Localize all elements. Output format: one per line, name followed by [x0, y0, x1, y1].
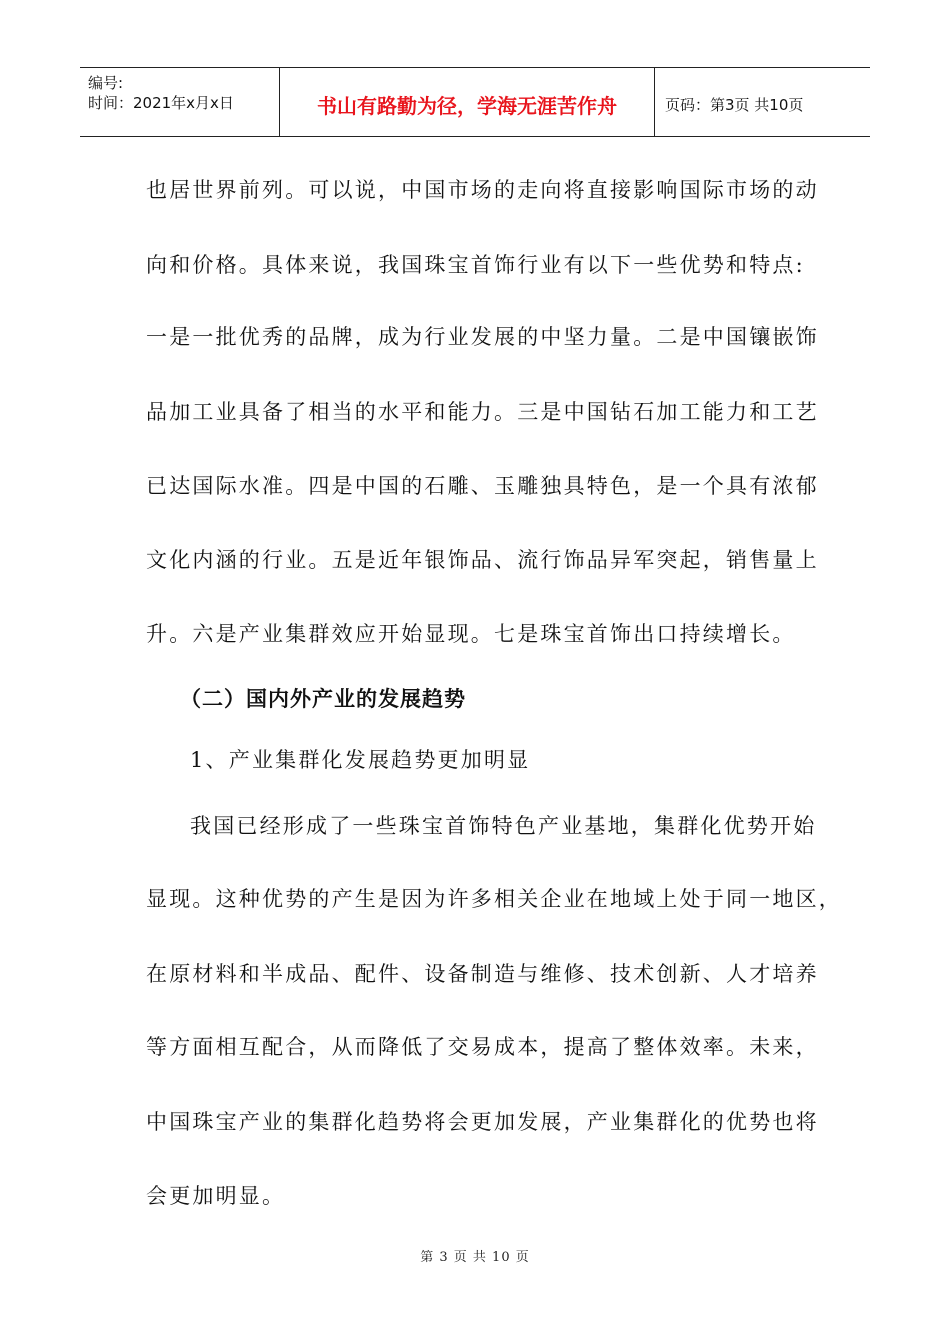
body-line: 我国已经形成了一些珠宝首饰特色产业基地，集群化优势开始	[190, 814, 817, 838]
body-line: 显现。这种优势的产生是因为许多相关企业在地域上处于同一地区，	[146, 887, 842, 911]
header-motto: 书山有路勤为径，学海无涯苦作舟	[280, 68, 655, 136]
body-line: 会更加明显。	[146, 1184, 286, 1208]
body-line: 升。六是产业集群效应开始显现。七是珠宝首饰出口持续增长。	[146, 622, 796, 646]
page-footer: 第 3 页 共 10 页	[420, 1250, 530, 1265]
body-line: 已达国际水准。四是中国的石雕、玉雕独具特色，是一个具有浓郁	[146, 474, 819, 498]
subsection-heading: 1、产业集群化发展趋势更加明显	[190, 748, 531, 772]
section-heading: （二）国内外产业的发展趋势	[180, 687, 466, 711]
document-number-label: 编号:	[88, 74, 124, 92]
body-line: 中国珠宝产业的集群化趋势将会更加发展，产业集群化的优势也将	[146, 1110, 819, 1134]
body-line: 也居世界前列。可以说，中国市场的走向将直接影响国际市场的动	[146, 178, 819, 202]
header-meta	[80, 68, 280, 136]
body-line: 向和价格。具体来说，我国珠宝首饰行业有以下一些优势和特点:	[146, 253, 805, 277]
body-line: 文化内涵的行业。五是近年银饰品、流行饰品异军突起，销售量上	[146, 548, 819, 572]
body-line: 在原材料和半成品、配件、设备制造与维修、技术创新、人才培养	[146, 962, 819, 986]
body-line: 品加工业具备了相当的水平和能力。三是中国钻石加工能力和工艺	[146, 400, 819, 424]
body-line: 一是一批优秀的品牌，成为行业发展的中坚力量。二是中国镶嵌饰	[146, 325, 819, 349]
header-page-info: 页码：第3页 共10页	[665, 95, 804, 114]
document-time-label: 时间：2021年x月x日	[88, 94, 234, 112]
body-line: 等方面相互配合，从而降低了交易成本，提高了整体效率。未来，	[146, 1035, 819, 1059]
page-header	[80, 67, 870, 137]
